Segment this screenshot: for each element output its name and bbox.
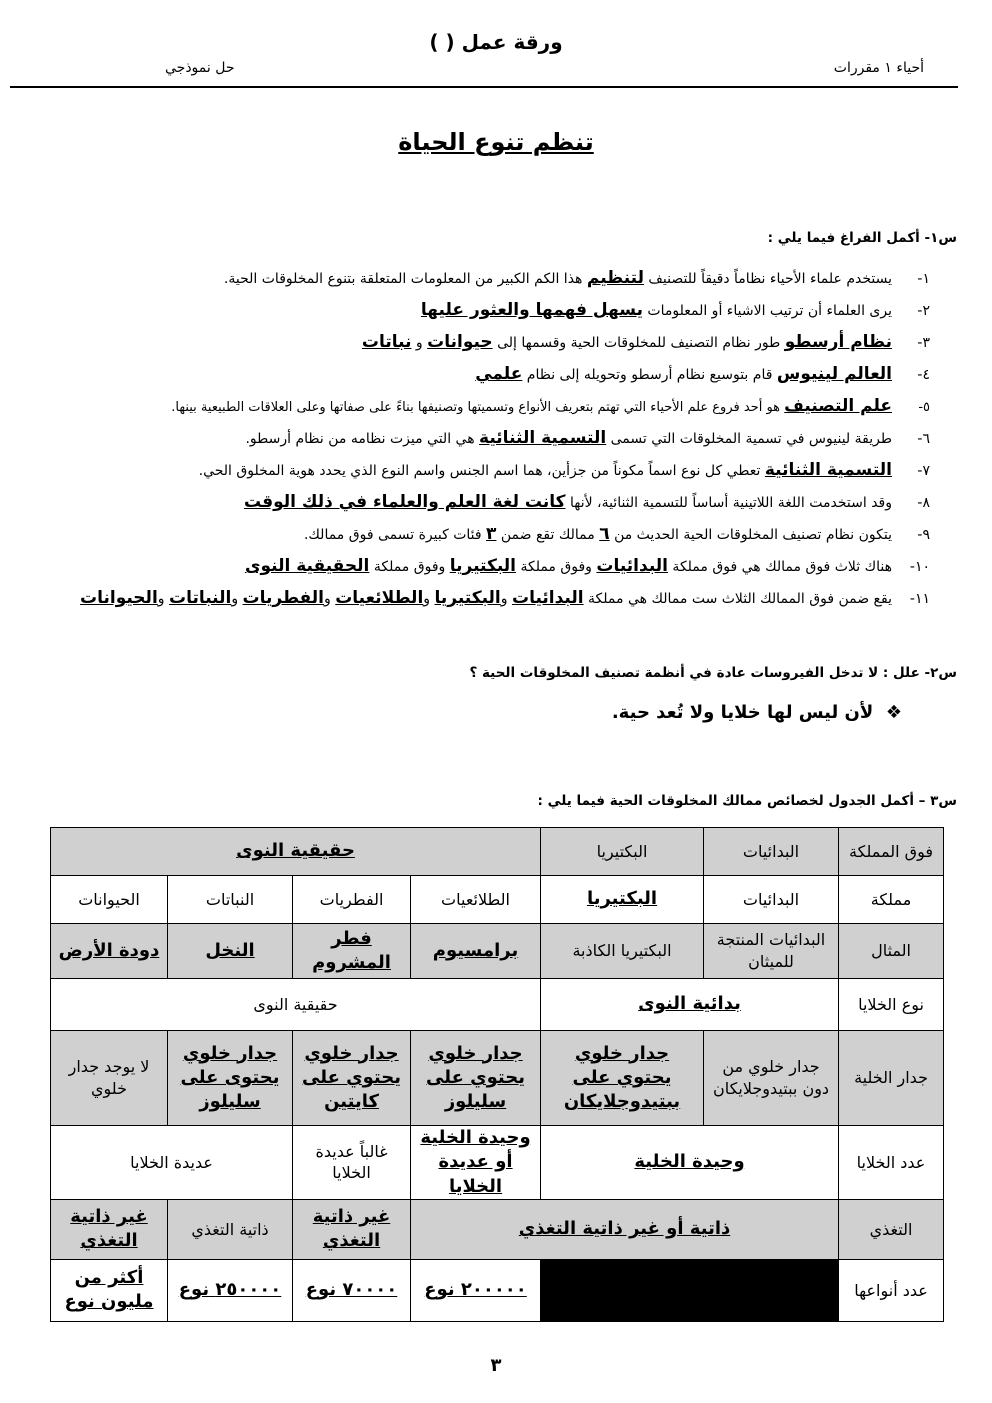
table-cell: ٢٠٠٠٠٠ نوع <box>411 1259 541 1321</box>
row-label: عدد أنواعها <box>839 1259 944 1321</box>
table-cell: حقيقية النوى <box>51 828 541 876</box>
table-cell: حقيقية النوى <box>51 979 541 1031</box>
table-cell: البدائيات <box>704 876 839 924</box>
table-cell: الحيوانات <box>51 876 168 924</box>
subject-label: أحياء ١ مقررات <box>833 60 924 76</box>
row-label: جدار الخلية <box>839 1031 944 1126</box>
table-cell: ذاتية أو غير ذاتية التغذي <box>411 1199 839 1259</box>
table-cell: فطر المشروم <box>293 924 411 979</box>
page-title: تنظم تنوع الحياة <box>398 128 594 156</box>
table-cell: أكثر من مليون نوع <box>51 1259 168 1321</box>
question-3-heading: س٣ – أكمل الجدول لخصائص ممالك المخلوقات الحية فيما يلي : <box>537 793 957 809</box>
row-label: فوق المملكة <box>839 828 944 876</box>
table-cell: النباتات <box>168 876 293 924</box>
table-cell: برامسيوم <box>411 924 541 979</box>
table-cell: النخل <box>168 924 293 979</box>
table-cell: بدائية النوى <box>541 979 839 1031</box>
list-item: ١٠-هناك ثلاث فوق ممالك هي فوق مملكة البدائيات وفوق مملكة البكتيريا وفوق مملكة الحقيقية النوى <box>244 556 930 576</box>
question-1-heading: س١- أكمل الفراغ فيما يلي : <box>767 230 957 246</box>
list-item: ٥-علم التصنيف هو أحد فروع علم الأحياء التي تهتم بتعريف الأنواع وتسميتها وتصنيفها بناءً على صفاتها وعلى العلاقات الطبيعية بينها. <box>171 396 930 416</box>
list-item: ٩-يتكون نظام تصنيف المخلوقات الحية الحديث من ٦ ممالك تقع ضمن ٣ فئات كبيرة تسمى فوق ممالك. <box>303 524 930 544</box>
table-cell: وحيدة الخلية أو عديدة الخلايا <box>411 1126 541 1200</box>
table-cell: جدار خلوي يحتوى على سليلوز <box>168 1031 293 1126</box>
question-2-answer <box>612 702 902 723</box>
table-cell: وحيدة الخلية <box>541 1126 839 1200</box>
row-label: التغذي <box>839 1199 944 1259</box>
worksheet-title: ورقة عمل ( ) <box>429 30 563 54</box>
row-label: عدد الخلايا <box>839 1126 944 1200</box>
table-cell: جدار خلوي يحتوي على كايتين <box>293 1031 411 1126</box>
table-cell: غالباً عديدة الخلايا <box>293 1126 411 1200</box>
list-item: ٧-التسمية الثنائية تعطي كل نوع اسماً مكوناً من جزأين، هما اسم الجنس واسم النوع الذي يحدد هوية المخلوق الحي. <box>198 460 930 480</box>
table-cell: لا يوجد جدار خلوي <box>51 1031 168 1126</box>
list-item: ٤-العالم لينيوس قام بتوسيع نظام أرسطو وتحويله إلى نظام علمي <box>475 364 930 384</box>
table-cell: البدائيات المنتجة للميثان <box>704 924 839 979</box>
table-cell: البدائيات <box>704 828 839 876</box>
list-item: ٨-وقد استخدمت اللغة اللاتينية أساساً للتسمية الثنائية، لأنها كانت لغة العلم والعلماء في ذلك الوقت <box>243 492 930 512</box>
table-cell: جدار خلوي من دون ببتيدوجلايكان <box>704 1031 839 1126</box>
row-label: مملكة <box>839 876 944 924</box>
table-cell: جدار خلوي يحتوي على ببتيدوجلايكان <box>541 1031 704 1126</box>
redacted-cell <box>541 1259 839 1321</box>
model-answer-label: حل نموذجي <box>165 60 235 76</box>
question-2-heading: س٢- علل : لا تدخل الفيروسات عادة في أنظمة تصنيف المخلوقات الحية ؟ <box>469 665 957 681</box>
table-cell: البكتيريا <box>541 828 704 876</box>
table-cell: ٢٥٠٠٠٠ نوع <box>168 1259 293 1321</box>
kingdoms-table <box>50 827 944 1322</box>
table-cell: غير ذاتية التغذي <box>293 1199 411 1259</box>
page-number: ٣ <box>490 1355 502 1376</box>
table-cell: عديدة الخلايا <box>51 1126 293 1200</box>
table-cell: ذاتية التغذي <box>168 1199 293 1259</box>
row-label: المثال <box>839 924 944 979</box>
list-item: ٦-طريقة لينيوس في تسمية المخلوقات التي تسمى التسمية الثنائية هي التي ميزت نظامه من نظام أرسطو. <box>245 428 930 448</box>
table-cell: الفطريات <box>293 876 411 924</box>
table-cell: البكتيريا الكاذبة <box>541 924 704 979</box>
row-label: نوع الخلايا <box>839 979 944 1031</box>
answer-text: لأن ليس لها خلايا ولا تُعد حية. <box>611 702 874 723</box>
list-item: ٣-نظام أرسطو طور نظام التصنيف للمخلوقات الحية وقسمها إلى حيوانات و نباتات <box>361 332 930 352</box>
table-cell: دودة الأرض <box>51 924 168 979</box>
table-cell: البكتيريا <box>541 876 704 924</box>
list-item: ١١-يقع ضمن فوق الممالك الثلاث ست ممالك هي مملكة البدائيات والبكتيريا والطلائعيات والفطريات والنباتات والحيوانات <box>80 588 930 608</box>
table-cell: غير ذاتية التغذي <box>51 1199 168 1259</box>
list-item: ٢-يرى العلماء أن ترتيب الاشياء أو المعلومات يسهل فهمها والعثور عليها <box>420 300 930 320</box>
table-cell: الطلائعيات <box>411 876 541 924</box>
diamond-bullet-icon: ❖ <box>885 702 902 723</box>
header-divider <box>10 86 958 88</box>
list-item: ١-يستخدم علماء الأحياء نظاماً دقيقاً للتصنيف لتنظيم هذا الكم الكبير من المعلومات المتعلقة بتنوع المخلوقات الحية. <box>223 268 930 288</box>
fill-blank-list <box>30 262 930 614</box>
table-cell: ٧٠٠٠٠ نوع <box>293 1259 411 1321</box>
table-cell: جدار خلوي يحتوي على سليلوز <box>411 1031 541 1126</box>
